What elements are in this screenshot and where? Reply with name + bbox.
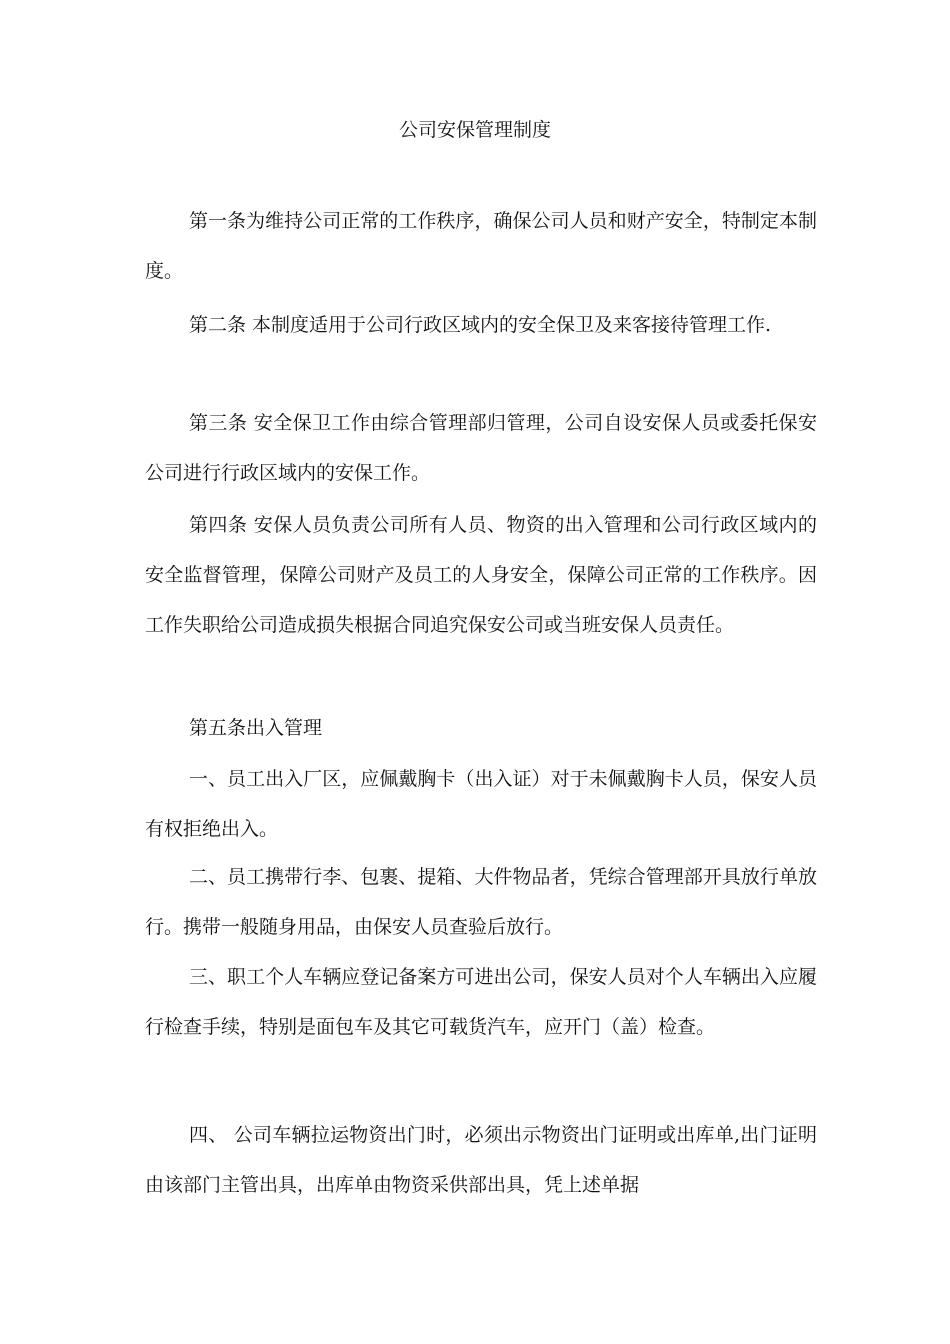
paragraph-article-3: 第三条 安全保卫工作由综合管理部归管理，公司自设安保人员或委托保安公司进行行政区域内的安保工作。 (145, 412, 817, 484)
paragraph-item-1: 一、员工出入厂区，应佩戴胸卡（出入证）对于未佩戴胸卡人员，保安人员有权拒绝出入。 (145, 768, 817, 840)
paragraph-item-2: 二、员工携带行李、包裹、提箱、大件物品者，凭综合管理部开具放行单放行。携带一般随身用品，由保安人员查验后放行。 (145, 866, 817, 938)
paragraph-article-2: 第二条 本制度适用于公司行政区域内的安全保卫及来客接待管理工作. (189, 314, 772, 336)
document-title: 公司安保管理制度 (398, 119, 551, 141)
paragraph-item-4: 四、 公司车辆拉运物资出门时，必须出示物资出门证明或出库单,出门证明由该部门主管出具，出库单由物资采供部出具，凭上述单据 (145, 1124, 817, 1196)
paragraph-article-5-heading: 第五条出入管理 (189, 717, 323, 739)
paragraph-article-4: 第四条 安保人员负责公司所有人员、物资的出入管理和公司行政区域内的安全监督管理，保障公司财产及员工的人身安全，保障公司正常的工作秩序。因工作失职给公司造成损失根据合同追究保安公司或当班安保人员责任。 (145, 514, 817, 636)
paragraph-article-1: 第一条为维持公司正常的工作秩序，确保公司人员和财产安全，特制定本制度。 (145, 210, 817, 282)
paragraph-item-3: 三、职工个人车辆应登记备案方可进出公司，保安人员对个人车辆出入应履行检查手续，特别是面包车及其它可载货汽车，应开门（盖）检查。 (145, 966, 817, 1038)
